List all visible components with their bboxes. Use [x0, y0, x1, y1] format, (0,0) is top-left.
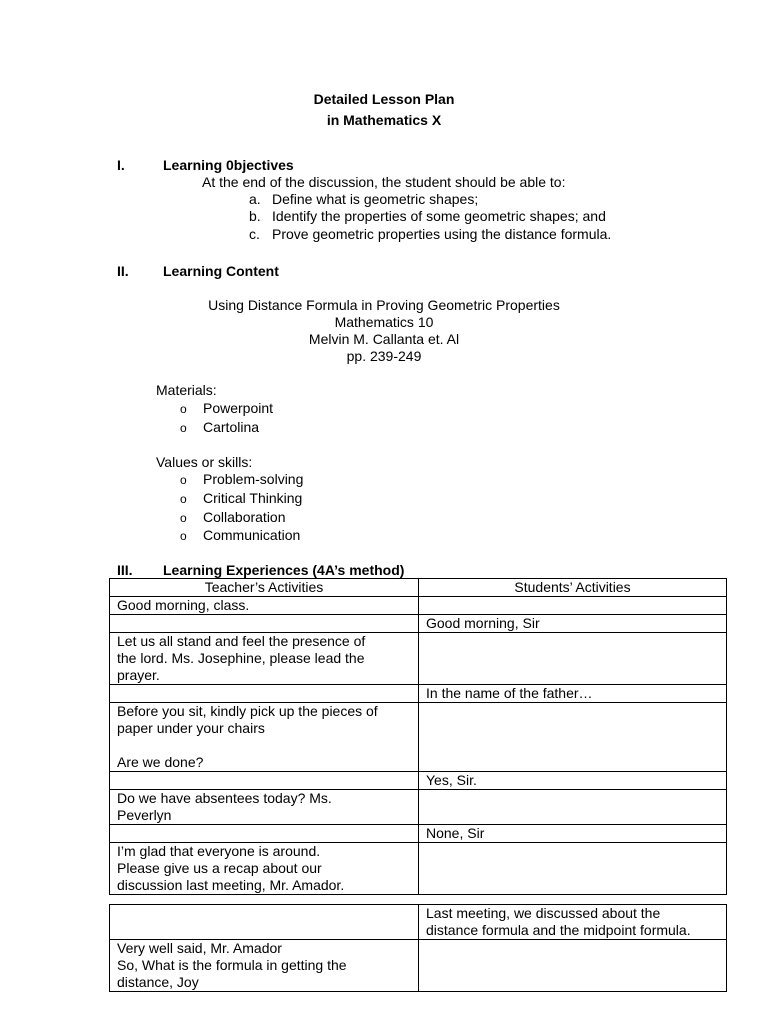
- objective-item: Define what is geometric shapes;: [272, 191, 479, 207]
- activities-table-body: [110, 597, 727, 895]
- cell-line: Good morning, class.: [117, 597, 250, 613]
- bullet-circle-icon: o: [180, 473, 187, 487]
- student-activity-cell: [419, 940, 727, 992]
- reference-book: Mathematics 10: [334, 314, 434, 330]
- objective-item: Prove geometric properties using the distance formula.: [272, 226, 612, 242]
- table-row: [110, 597, 727, 615]
- material-item: Powerpoint: [203, 400, 274, 416]
- student-activity-cell: [419, 685, 727, 703]
- value-item: Collaboration: [203, 509, 286, 525]
- document-title: Detailed Lesson Plan: [313, 91, 455, 107]
- cell-line: Are we done?: [117, 754, 204, 770]
- cell-line: Do we have absentees today? Ms.: [117, 790, 332, 806]
- cell-line: None, Sir: [426, 825, 485, 841]
- teacher-activity-cell: [110, 772, 419, 790]
- cell-line: Last meeting, we discussed about the: [426, 905, 661, 921]
- teacher-activity-cell: [110, 790, 419, 825]
- bullet-circle-icon: o: [180, 529, 187, 543]
- table-row: [110, 703, 727, 772]
- teacher-activity-cell: [110, 905, 419, 940]
- student-activity-cell: [419, 597, 727, 615]
- cell-line: Yes, Sir.: [426, 772, 477, 788]
- reference-pages: pp. 239-249: [346, 348, 422, 364]
- cell-line: the lord. Ms. Josephine, please lead the: [117, 650, 365, 666]
- cell-line: Good morning, Sir: [426, 615, 540, 631]
- values-label: Values or skills:: [156, 454, 253, 470]
- cell-line: distance, Joy: [117, 974, 199, 990]
- table-row: [110, 940, 727, 992]
- student-activity-cell: [419, 825, 727, 843]
- cell-line: prayer.: [117, 667, 160, 683]
- activities-table-body: [110, 905, 727, 992]
- teacher-activity-cell: [110, 615, 419, 633]
- activities-table: [109, 578, 727, 895]
- cell-line: Very well said, Mr. Amador: [117, 940, 282, 956]
- bullet-circle-icon: o: [180, 421, 187, 435]
- section-3-numeral: III.: [117, 562, 133, 578]
- student-activity-cell: [419, 703, 727, 772]
- section-1-numeral: I.: [117, 157, 125, 173]
- student-activity-cell: [419, 790, 727, 825]
- cell-line: discussion last meeting, Mr. Amador.: [117, 877, 345, 893]
- teacher-activity-cell: [110, 597, 419, 615]
- document-subtitle: in Mathematics X: [326, 112, 442, 128]
- value-item: Critical Thinking: [203, 490, 303, 506]
- student-activity-cell: [419, 615, 727, 633]
- bullet-circle-icon: o: [180, 492, 187, 506]
- activities-table-continued: [109, 904, 727, 992]
- cell-line: Let us all stand and feel the presence of: [117, 633, 366, 649]
- value-item: Problem-solving: [203, 471, 304, 487]
- table-row: [110, 615, 727, 633]
- cell-line: [117, 737, 411, 754]
- cell-line: Peverlyn: [117, 807, 172, 823]
- bullet-circle-icon: o: [180, 402, 187, 416]
- objective-marker: b.: [249, 208, 261, 224]
- student-activity-cell: [419, 772, 727, 790]
- table-header-row: [110, 579, 727, 597]
- value-item: Communication: [203, 527, 301, 543]
- cell-line: I’m glad that everyone is around.: [117, 843, 321, 859]
- table-row: [110, 772, 727, 790]
- student-activity-cell: [419, 905, 727, 940]
- teacher-activity-cell: [110, 633, 419, 685]
- teacher-activities-header: Teacher’s Activities: [110, 579, 419, 597]
- cell-line: So, What is the formula in getting the: [117, 957, 347, 973]
- bullet-circle-icon: o: [180, 511, 187, 525]
- table-row: [110, 633, 727, 685]
- cell-line: paper under your chairs: [117, 720, 265, 736]
- section-2-numeral: II.: [117, 263, 129, 279]
- materials-label: Materials:: [156, 382, 217, 398]
- teacher-activity-cell: [110, 940, 419, 992]
- student-activity-cell: [419, 843, 727, 895]
- section-2-title: Learning Content: [163, 263, 279, 279]
- table-row: [110, 790, 727, 825]
- section-1-title: Learning 0bjectives: [163, 157, 294, 173]
- teacher-activity-cell: [110, 825, 419, 843]
- cell-line: Please give us a recap about our: [117, 860, 322, 876]
- teacher-activity-cell: [110, 685, 419, 703]
- table-row: [110, 685, 727, 703]
- student-activity-cell: [419, 633, 727, 685]
- teacher-activity-cell: [110, 843, 419, 895]
- teacher-activity-cell: [110, 703, 419, 772]
- cell-line: distance formula and the midpoint formula.: [426, 922, 691, 938]
- reference-title: Using Distance Formula in Proving Geometric Properties: [208, 297, 560, 313]
- table-row: [110, 825, 727, 843]
- objective-item: Identify the properties of some geometric shapes; and: [272, 208, 606, 224]
- objective-marker: a.: [249, 191, 261, 207]
- cell-line: Before you sit, kindly pick up the pieces of: [117, 703, 378, 719]
- table-row: [110, 843, 727, 895]
- objective-marker: c.: [249, 226, 260, 242]
- reference-author: Melvin M. Callanta et. Al: [308, 331, 460, 347]
- objectives-intro: At the end of the discussion, the student should be able to:: [202, 174, 566, 190]
- section-3-title: Learning Experiences (4A’s method): [163, 562, 405, 578]
- material-item: Cartolina: [203, 419, 260, 435]
- students-activities-header: Students’ Activities: [419, 579, 727, 597]
- table-row: [110, 905, 727, 940]
- cell-line: In the name of the father…: [426, 685, 593, 701]
